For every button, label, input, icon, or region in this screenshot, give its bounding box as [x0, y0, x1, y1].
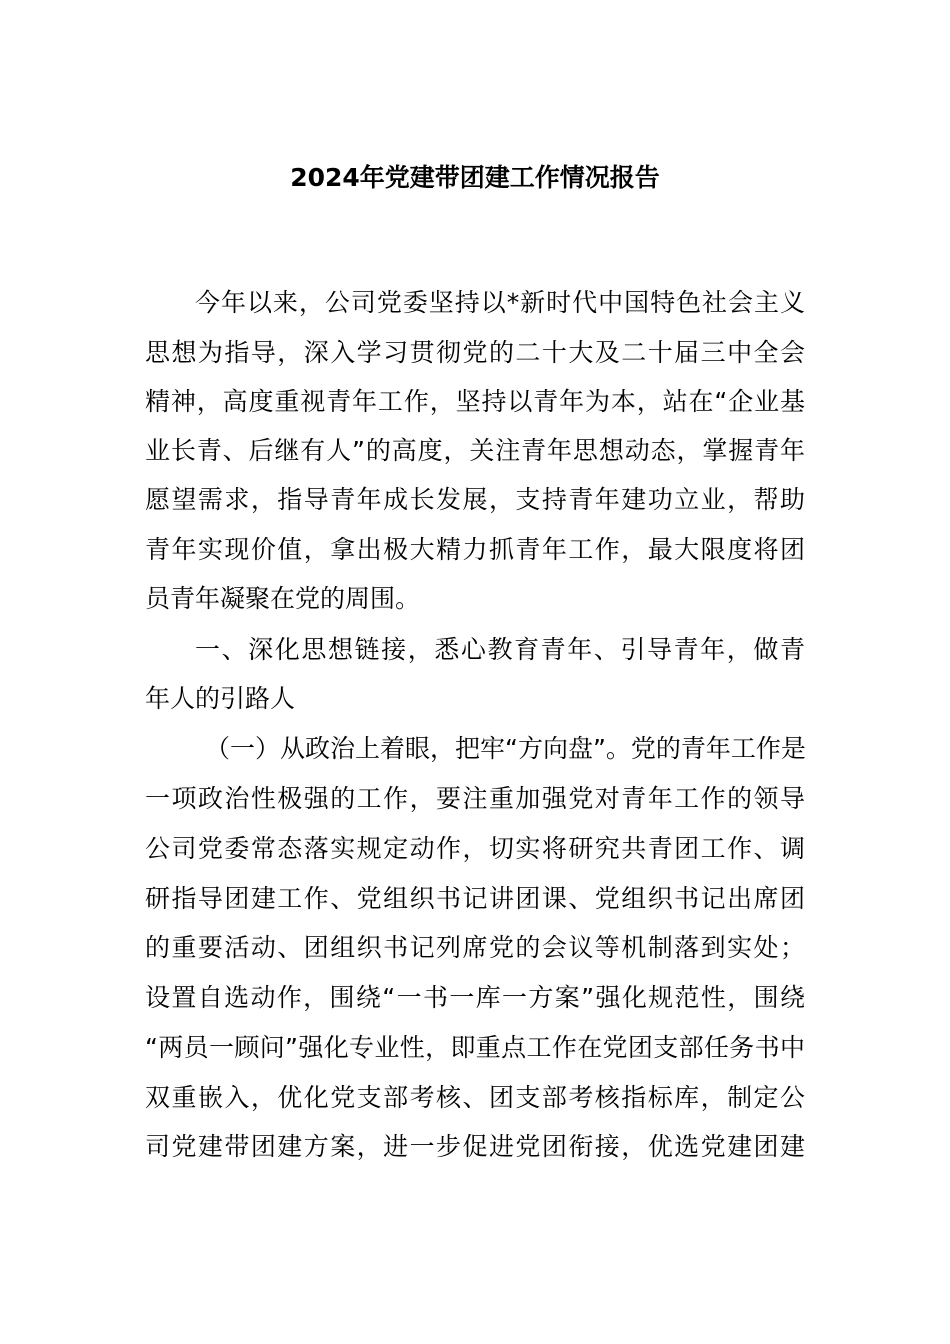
document-title: 2024年党建带团建工作情况报告 — [290, 163, 660, 192]
paragraph-line: 思想为指导，深入学习贯彻党的二十大及二十届三中全会 — [145, 338, 805, 367]
paragraph-line: 公司党委常态落实规定动作，切实将研究共青团工作、调 — [145, 834, 805, 863]
paragraph-line: 员青年凝聚在党的周围。 — [145, 584, 421, 613]
paragraph-line: 业长青、后继有人”的高度，关注青年思想动态，掌握青年 — [145, 436, 805, 465]
paragraph-line: （一）从政治上着眼，把牢“方向盘”。党的青年工作是 — [205, 734, 806, 763]
paragraph-line: 设置自选动作，围绕“一书一库一方案”强化规范性，围绕 — [145, 983, 805, 1012]
paragraph-line: 研指导团建工作、党组织书记讲团课、党组织书记出席团 — [145, 884, 805, 913]
paragraph-line: 一项政治性极强的工作，要注重加强党对青年工作的领导 — [145, 784, 805, 813]
section-heading-line: 一、深化思想链接，悉心教育青年、引导青年，做青 — [195, 635, 805, 664]
paragraph-line: 今年以来，公司党委坚持以*新时代中国特色社会主义 — [195, 288, 805, 317]
paragraph-line: 双重嵌入，优化党支部考核、团支部考核指标库，制定公 — [145, 1083, 805, 1112]
paragraph-line: 精神，高度重视青年工作，坚持以青年为本，站在“企业基 — [145, 387, 805, 416]
paragraph-line: 青年实现价值，拿出极大精力抓青年工作，最大限度将团 — [145, 535, 805, 564]
paragraph-line: 的重要活动、团组织书记列席党的会议等机制落到实处； — [145, 933, 805, 962]
paragraph-line: 司党建带团建方案，进一步促进党团衔接，优选党建团建 — [145, 1132, 805, 1161]
paragraph-line: “两员一顾问”强化专业性，即重点工作在党团支部任务书中 — [145, 1033, 805, 1062]
section-heading-line: 年人的引路人 — [145, 684, 296, 713]
paragraph-line: 愿望需求，指导青年成长发展，支持青年建功立业，帮助 — [145, 485, 805, 514]
